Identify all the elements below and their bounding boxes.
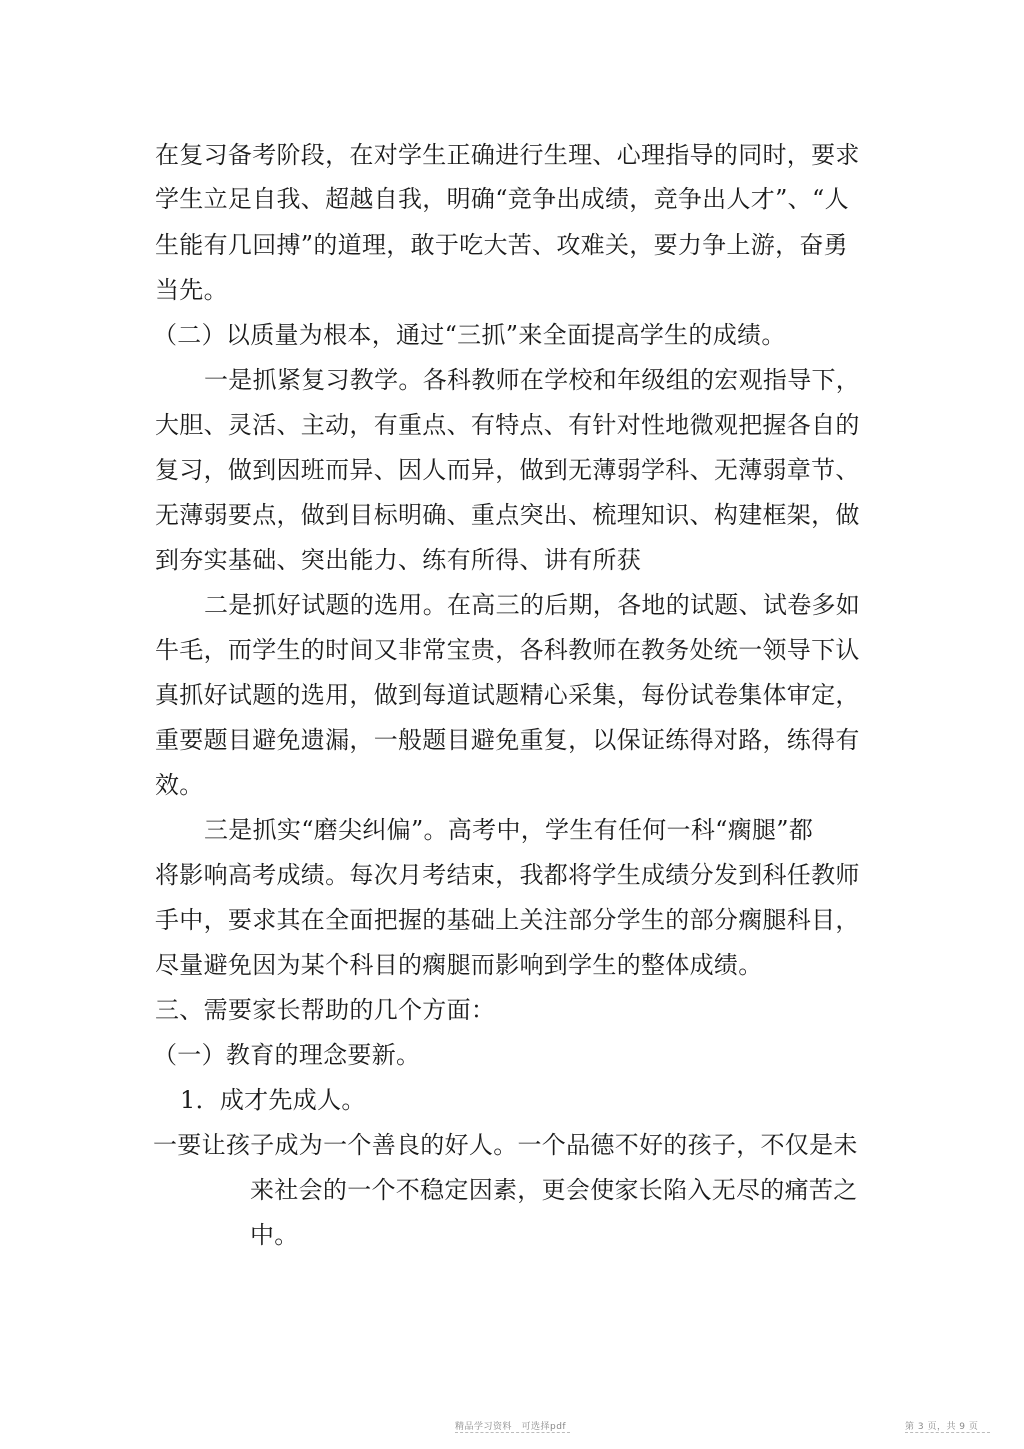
text-line: 无薄弱要点，做到目标明确、重点突出、梳理知识、构建框架，做 (155, 501, 860, 529)
text-line: 到夯实基础、突出能力、练有所得、讲有所获 (155, 546, 641, 574)
footer-watermark: 精品学习资料 可选择pdf (455, 1422, 567, 1432)
text-line: 二是抓好试题的选用。在高三的后期，各地的试题、试卷多如 (204, 591, 861, 619)
text-line: 中。 (250, 1221, 299, 1249)
text-line: 当先。 (155, 276, 228, 304)
text-line: 效。 (155, 771, 204, 799)
text-line: 将影响高考成绩。每次月考结束，我都将学生成绩分发到科任教师 (155, 861, 860, 889)
text-line: 学生立足自我、超越自我，明确“竞争出成绩，竞争出人才”、 (155, 185, 812, 213)
section-heading: （二）以质量为根本，通过“三抓”来全面提高学生的成绩。 (153, 321, 786, 349)
text-line: 三是抓实“磨尖纠偏”。高考中，学生有任何一科“瘸腿”都 (204, 816, 814, 844)
section-heading: 三、需要家长帮助的几个方面： (155, 996, 496, 1024)
text-line: 一要让孩子成为一个善良的好人。一个品德不好的孩子，不仅是未 (153, 1131, 858, 1159)
text-line: 复习，做到因班而异、因人而异，做到无薄弱学科、无薄弱章节、 (155, 456, 860, 484)
text-line: 来社会的一个不稳定因素，更会使家长陷入无尽的痛苦之 (250, 1176, 858, 1204)
text-line: “人 (812, 185, 849, 213)
page-number: 第 3 页，共 9 页 (905, 1422, 979, 1432)
text-line: 真抓好试题的选用，做到每道试题精心采集，每份试卷集体审定， (155, 681, 860, 709)
list-item-heading: 1．成才先成人。 (180, 1086, 366, 1114)
text-line: 在复习备考阶段，在对学生正确进行生理、心理指导的同时，要求 (155, 141, 860, 169)
footer-divider (455, 1432, 570, 1433)
text-line: 牛毛，而学生的时间又非常宝贵，各科教师在教务处统一领导下认 (155, 636, 860, 664)
text-line: 生能有几回搏”的道理，敢于吃大苦、攻难关，要力争上游，奋勇 (155, 231, 848, 259)
text-line: 手中，要求其在全面把握的基础上关注部分学生的部分瘸腿科目， (155, 906, 860, 934)
text-line: 大胆、灵活、主动，有重点、有特点、有针对性地微观把握各自的 (155, 411, 860, 439)
footer-divider (905, 1432, 990, 1433)
section-heading: （一）教育的理念要新。 (153, 1041, 421, 1069)
text-line: 尽量避免因为某个科目的瘸腿而影响到学生的整体成绩。 (155, 951, 763, 979)
text-line: 一是抓紧复习教学。各科教师在学校和年级组的宏观指导下， (204, 366, 861, 394)
text-line: 重要题目避免遗漏，一般题目避免重复，以保证练得对路，练得有 (155, 726, 860, 754)
